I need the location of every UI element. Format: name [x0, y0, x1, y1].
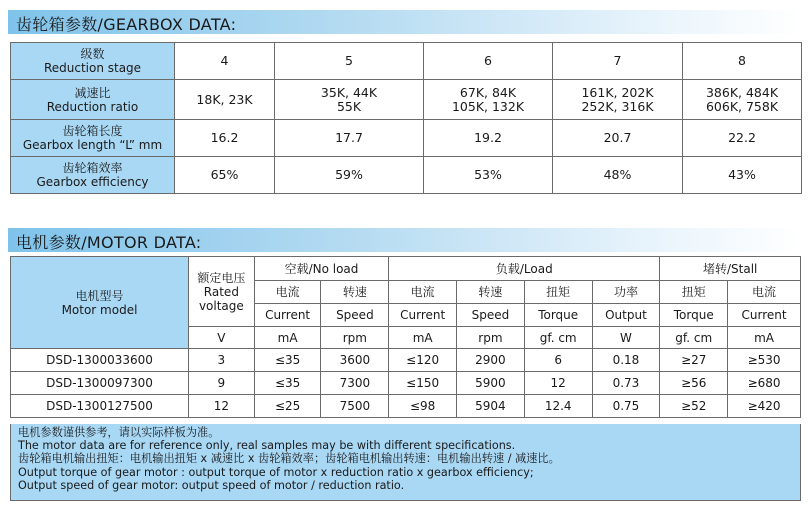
column-header-cn: 电流 [728, 281, 801, 304]
gearbox-cell [553, 80, 683, 120]
unit-cell: V [189, 327, 255, 349]
motor-value-cell: 12 [189, 395, 255, 418]
motor-value-cell: 2900 [457, 349, 525, 372]
gearbox-cell [424, 157, 553, 194]
motor-value-cell: ≥680 [728, 372, 801, 395]
motor-data-table [10, 256, 801, 418]
motor-row [11, 372, 801, 395]
gearbox-cell [683, 157, 802, 194]
note-line: Output speed of gear motor: output speed of motor / reduction ratio. [18, 478, 405, 492]
gearbox-cell-value: 53% [474, 167, 502, 182]
gearbox-cell-value: 65% [210, 167, 239, 182]
unit-cell: gf. cm [660, 327, 728, 349]
motor-value-cell: ≥530 [728, 349, 801, 372]
gearbox-cell [275, 157, 424, 194]
gearbox-row [11, 43, 802, 80]
gearbox-cell-value: 161K, 202K [581, 84, 654, 100]
rated-voltage-cn: 额定电压 [197, 270, 246, 285]
note-line: 齿轮箱电机输出扭矩：电机输出扭矩 x 减速比 x 齿轮箱效率；齿轮箱电机输出转速：电机输出转速 / 减速比。 [18, 452, 560, 466]
notes-panel [10, 424, 801, 501]
gearbox-cell-value: 7 [613, 53, 622, 68]
motor-value-cell: ≤98 [389, 395, 457, 418]
gearbox-cell [424, 120, 553, 157]
gearbox-row-label [11, 80, 175, 120]
motor-value-cell: 6 [524, 349, 592, 372]
gearbox-data-table [10, 42, 802, 194]
motor-value-cell: 7500 [321, 395, 389, 418]
motor-section-header [8, 228, 801, 252]
motor-value-cell: 3600 [321, 349, 389, 372]
row-label-cn: 级数 [80, 47, 105, 61]
gearbox-cell-value: 22.2 [728, 130, 756, 145]
motor-row [11, 395, 801, 418]
gearbox-cell-value: 386K, 484K [705, 84, 779, 100]
motor-value-cell: 0.73 [592, 372, 660, 395]
gearbox-cell-value: 35K, 44K [320, 84, 378, 100]
column-header-en: Torque [660, 304, 728, 327]
gearbox-row-label [11, 120, 175, 157]
gearbox-row-label [11, 157, 175, 194]
row-label-cn: 减速比 [74, 85, 111, 100]
column-header-cn: 扭矩 [524, 281, 592, 304]
motor-model-cell: DSD-1300033600 [11, 349, 189, 372]
gearbox-cell [275, 43, 424, 80]
motor-value-cell: 3 [189, 349, 255, 372]
motor-value-cell: 7300 [321, 372, 389, 395]
column-header-en: Speed [321, 304, 389, 327]
unit-cell: mA [728, 327, 801, 349]
gearbox-cell-value: 252K, 316K [581, 98, 654, 114]
row-label-en: Gearbox length “L” mm [22, 138, 163, 152]
row-label-cn: 齿轮箱长度 [62, 124, 123, 138]
gearbox-cell-value: 18K, 23K [196, 91, 253, 107]
gearbox-cell-value: 6 [484, 53, 492, 68]
column-header-en: Current [389, 304, 457, 327]
motor-section-title: 电机参数/MOTOR DATA: [16, 233, 202, 252]
motor-value-cell: 12 [524, 372, 592, 395]
no-load-group-header: 空载/No load [254, 257, 389, 281]
gearbox-row [11, 157, 802, 194]
gearbox-cell [275, 120, 424, 157]
motor-value-cell: 9 [189, 372, 255, 395]
gearbox-cell [553, 157, 683, 194]
motor-value-cell: 0.18 [592, 349, 660, 372]
motor-value-cell: 0.75 [592, 395, 660, 418]
row-label-en: Gearbox efficiency [36, 175, 149, 189]
stall-group-header: 堵转/Stall [660, 257, 801, 281]
motor-model-en: Motor model [61, 302, 138, 317]
motor-value-cell: ≤120 [389, 349, 457, 372]
gearbox-cell-value: 17.7 [335, 130, 363, 145]
note-line: The motor data are for reference only, real samples may be with different specifications. [18, 439, 516, 453]
gearbox-row [11, 80, 802, 120]
column-header-cn: 转速 [321, 281, 389, 304]
note-line: Output torque of gear motor : output torque of motor x reduction ratio x gearbox efficiency; [18, 465, 534, 479]
unit-cell: gf. cm [524, 327, 592, 349]
gearbox-cell [553, 120, 683, 157]
column-header-en: Current [254, 304, 321, 327]
motor-value-cell: ≥56 [660, 372, 728, 395]
motor-value-cell: ≤35 [254, 349, 321, 372]
gearbox-section-header [8, 10, 801, 34]
motor-value-cell: ≥52 [660, 395, 728, 418]
motor-value-cell: ≤150 [389, 372, 457, 395]
row-label-en: Reduction ratio [46, 99, 139, 114]
gearbox-cell-value: 43% [728, 167, 756, 182]
gearbox-cell-value: 20.7 [603, 130, 632, 145]
gearbox-cell [175, 80, 275, 120]
gearbox-cell-value: 606K, 758K [705, 98, 779, 114]
gearbox-cell-value: 19.2 [474, 130, 502, 145]
motor-model-cn: 电机型号 [75, 288, 124, 303]
gearbox-cell [424, 43, 553, 80]
motor-row [11, 349, 801, 372]
gearbox-cell-value: 105K, 132K [451, 98, 525, 114]
motor-model-cell: DSD-1300097300 [11, 372, 189, 395]
gearbox-cell [275, 80, 424, 120]
rated-voltage-en-2: voltage [198, 298, 244, 313]
rated-voltage-header [189, 257, 255, 327]
gearbox-cell [683, 43, 802, 80]
column-header-en: Output [592, 304, 660, 327]
gearbox-cell-value: 4 [220, 53, 229, 68]
column-header-cn: 扭矩 [660, 281, 728, 304]
note-line: 电机参数谨供参考，请以实际样板为准。 [18, 426, 220, 439]
row-label-cn: 齿轮箱效率 [62, 161, 123, 175]
gearbox-cell [424, 80, 553, 120]
motor-value-cell: ≥420 [728, 395, 801, 418]
column-header-cn: 电流 [254, 281, 321, 304]
unit-cell: mA [389, 327, 457, 349]
rated-voltage-en-1: Rated [203, 284, 239, 299]
motor-value-cell: 12.4 [524, 395, 592, 418]
motor-value-cell: ≥27 [660, 349, 728, 372]
motor-model-header [11, 257, 189, 349]
gearbox-cell [683, 80, 802, 120]
unit-cell: rpm [321, 327, 389, 349]
gearbox-cell [683, 120, 802, 157]
gearbox-cell [175, 157, 275, 194]
gearbox-cell-value: 8 [738, 53, 746, 68]
gearbox-row [11, 120, 802, 157]
motor-value-cell: ≤35 [254, 372, 321, 395]
gearbox-cell [553, 43, 683, 80]
unit-cell: rpm [457, 327, 525, 349]
motor-value-cell: 5900 [457, 372, 525, 395]
motor-value-cell: 5904 [457, 395, 525, 418]
gearbox-cell-value: 16.2 [210, 130, 239, 145]
column-header-cn: 功率 [592, 281, 660, 304]
load-group-header: 负载/Load [389, 257, 660, 281]
gearbox-cell-value: 48% [603, 167, 632, 182]
gearbox-row-label [11, 43, 175, 80]
gearbox-section-title: 齿轮箱参数/GEARBOX DATA: [16, 15, 237, 34]
column-header-en: Speed [457, 304, 525, 327]
column-header-en: Torque [524, 304, 592, 327]
gearbox-cell-value: 55K [336, 98, 362, 114]
column-header-cn: 转速 [457, 281, 525, 304]
row-label-en: Reduction stage [43, 61, 142, 75]
gearbox-cell-value: 5 [345, 53, 353, 68]
motor-value-cell: ≤25 [254, 395, 321, 418]
motor-model-cell: DSD-1300127500 [11, 395, 189, 418]
gearbox-cell [175, 43, 275, 80]
column-header-cn: 电流 [389, 281, 457, 304]
unit-cell: W [592, 327, 660, 349]
unit-cell: mA [254, 327, 321, 349]
column-header-en: Current [728, 304, 801, 327]
gearbox-cell [175, 120, 275, 157]
gearbox-cell-value: 67K, 84K [459, 84, 517, 100]
gearbox-cell-value: 59% [335, 167, 363, 182]
